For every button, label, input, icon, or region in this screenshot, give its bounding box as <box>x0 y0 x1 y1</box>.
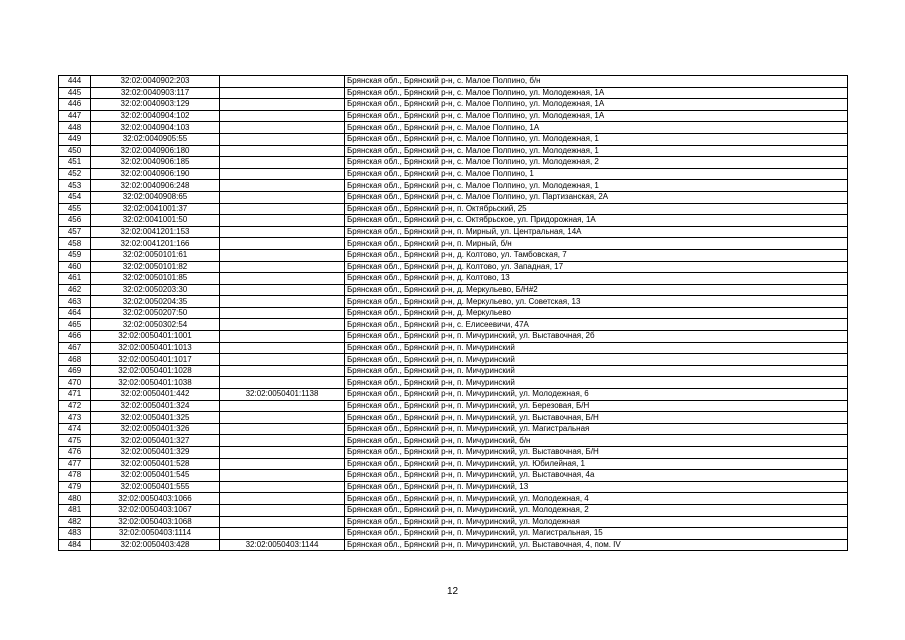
table-row <box>59 458 848 470</box>
related-cadastral-number <box>220 504 345 516</box>
related-cadastral-number <box>220 99 345 111</box>
table-row <box>59 238 848 250</box>
cadastral-number: 32:02:0050401:545 <box>91 470 220 482</box>
row-number: 456 <box>59 215 91 227</box>
row-number: 447 <box>59 110 91 122</box>
related-cadastral-number <box>220 354 345 366</box>
table-row <box>59 423 848 435</box>
row-number: 476 <box>59 447 91 459</box>
address: Брянская обл., Брянский р-н, с. Малое Полпино, ул. Молодежная, 1 <box>345 180 848 192</box>
cadastral-number: 32:02:0050403:1067 <box>91 504 220 516</box>
related-cadastral-number <box>220 296 345 308</box>
registry-table-body <box>59 76 848 551</box>
cadastral-number: 32:02:0050203:30 <box>91 284 220 296</box>
address: Брянская обл., Брянский р-н, п. Мичуринский, ул. Выставочная, 4, пом. IV <box>345 539 848 551</box>
related-cadastral-number <box>220 133 345 145</box>
related-cadastral-number <box>220 122 345 134</box>
row-number: 458 <box>59 238 91 250</box>
row-number: 480 <box>59 493 91 505</box>
table-row <box>59 133 848 145</box>
address: Брянская обл., Брянский р-н, п. Мичуринский, ул. Выставочная, 2б <box>345 331 848 343</box>
cadastral-number: 32:02:0050401:442 <box>91 389 220 401</box>
address: Брянская обл., Брянский р-н, д. Колтово, 13 <box>345 273 848 285</box>
row-number: 449 <box>59 133 91 145</box>
row-number: 467 <box>59 342 91 354</box>
related-cadastral-number <box>220 377 345 389</box>
related-cadastral-number <box>220 215 345 227</box>
address: Брянская обл., Брянский р-н, с. Елисеевичи, 47А <box>345 319 848 331</box>
cadastral-number: 32:02:0050101:85 <box>91 273 220 285</box>
row-number: 445 <box>59 87 91 99</box>
related-cadastral-number <box>220 76 345 88</box>
address: Брянская обл., Брянский р-н, п. Мичуринский, 13 <box>345 481 848 493</box>
cadastral-number: 32:02:0050403:1114 <box>91 528 220 540</box>
related-cadastral-number <box>220 203 345 215</box>
address: Брянская обл., Брянский р-н, с. Малое Полпино, ул. Молодежная, 1А <box>345 110 848 122</box>
address: Брянская обл., Брянский р-н, с. Малое Полпино, ул. Молодежная, 2 <box>345 157 848 169</box>
related-cadastral-number <box>220 470 345 482</box>
address: Брянская обл., Брянский р-н, с. Малое Полпино, 1А <box>345 122 848 134</box>
address: Брянская обл., Брянский р-н, п. Мичуринский, ул. Магистральная <box>345 423 848 435</box>
table-row <box>59 412 848 424</box>
cadastral-number: 32:02:0050302:54 <box>91 319 220 331</box>
row-number: 463 <box>59 296 91 308</box>
row-number: 444 <box>59 76 91 88</box>
cadastral-number: 32:02:0040903:129 <box>91 99 220 111</box>
table-row <box>59 528 848 540</box>
table-row <box>59 249 848 261</box>
cadastral-number: 32:02:0050401:1038 <box>91 377 220 389</box>
related-cadastral-number: 32:02:0050403:1144 <box>220 539 345 551</box>
table-row <box>59 400 848 412</box>
table-row <box>59 354 848 366</box>
cadastral-number: 32:02:0050401:325 <box>91 412 220 424</box>
address: Брянская обл., Брянский р-н, п. Мичуринский, ул. Березовая, Б/Н <box>345 400 848 412</box>
row-number: 481 <box>59 504 91 516</box>
cadastral-number: 32:02:0040906:248 <box>91 180 220 192</box>
cadastral-number: 32:02:0040904:102 <box>91 110 220 122</box>
row-number: 473 <box>59 412 91 424</box>
related-cadastral-number <box>220 400 345 412</box>
row-number: 478 <box>59 470 91 482</box>
related-cadastral-number <box>220 516 345 528</box>
cadastral-number: 32:02:0050204:35 <box>91 296 220 308</box>
row-number: 454 <box>59 191 91 203</box>
table-row <box>59 435 848 447</box>
address: Брянская обл., Брянский р-н, д. Колтово, ул. Тамбовская, 7 <box>345 249 848 261</box>
row-number: 475 <box>59 435 91 447</box>
related-cadastral-number <box>220 87 345 99</box>
related-cadastral-number <box>220 423 345 435</box>
related-cadastral-number <box>220 435 345 447</box>
table-row <box>59 87 848 99</box>
cadastral-number: 32:02:0040903:117 <box>91 87 220 99</box>
related-cadastral-number <box>220 238 345 250</box>
table-row <box>59 215 848 227</box>
related-cadastral-number <box>220 458 345 470</box>
related-cadastral-number <box>220 319 345 331</box>
address: Брянская обл., Брянский р-н, д. Меркульево <box>345 307 848 319</box>
row-number: 450 <box>59 145 91 157</box>
related-cadastral-number <box>220 528 345 540</box>
related-cadastral-number <box>220 365 345 377</box>
table-row <box>59 470 848 482</box>
related-cadastral-number <box>220 191 345 203</box>
row-number: 484 <box>59 539 91 551</box>
address: Брянская обл., Брянский р-н, с. Октябрьское, ул. Придорожная, 1А <box>345 215 848 227</box>
table-row <box>59 168 848 180</box>
related-cadastral-number <box>220 180 345 192</box>
address: Брянская обл., Брянский р-н, п. Мичуринский <box>345 354 848 366</box>
related-cadastral-number <box>220 284 345 296</box>
row-number: 459 <box>59 249 91 261</box>
table-row <box>59 296 848 308</box>
registry-table <box>58 75 848 551</box>
address: Брянская обл., Брянский р-н, п. Мичуринский, ул. Молодежная, 6 <box>345 389 848 401</box>
address: Брянская обл., Брянский р-н, п. Мичуринский, ул. Магистральная, 15 <box>345 528 848 540</box>
cadastral-number: 32:02:0050403:1068 <box>91 516 220 528</box>
table-row <box>59 122 848 134</box>
address: Брянская обл., Брянский р-н, с. Малое Полпино, б/н <box>345 76 848 88</box>
address: Брянская обл., Брянский р-н, д. Меркульево, Б/Н#2 <box>345 284 848 296</box>
address: Брянская обл., Брянский р-н, п. Мичуринский, ул. Выставочная, Б/Н <box>345 412 848 424</box>
cadastral-number: 32:02:0050401:329 <box>91 447 220 459</box>
related-cadastral-number <box>220 157 345 169</box>
cadastral-number: 32:02:0040904:103 <box>91 122 220 134</box>
cadastral-number: 32:02:0050403:428 <box>91 539 220 551</box>
table-row <box>59 365 848 377</box>
table-row <box>59 319 848 331</box>
related-cadastral-number <box>220 261 345 273</box>
address: Брянская обл., Брянский р-н, п. Мирный, ул. Центральная, 14А <box>345 226 848 238</box>
cadastral-number: 32:02:0050401:327 <box>91 435 220 447</box>
address: Брянская обл., Брянский р-н, с. Малое Полпино, ул. Молодежная, 1 <box>345 133 848 145</box>
table-row <box>59 99 848 111</box>
related-cadastral-number <box>220 342 345 354</box>
row-number: 460 <box>59 261 91 273</box>
row-number: 465 <box>59 319 91 331</box>
table-row <box>59 493 848 505</box>
address: Брянская обл., Брянский р-н, п. Мичуринский, ул. Молодежная <box>345 516 848 528</box>
cadastral-number: 32:02:0050401:1013 <box>91 342 220 354</box>
related-cadastral-number: 32:02:0050401:1138 <box>220 389 345 401</box>
cadastral-number: 32:02:0050401:1001 <box>91 331 220 343</box>
row-number: 468 <box>59 354 91 366</box>
cadastral-number: 32:02:0050403:1066 <box>91 493 220 505</box>
address: Брянская обл., Брянский р-н, п. Октябрьский, 25 <box>345 203 848 215</box>
row-number: 466 <box>59 331 91 343</box>
row-number: 472 <box>59 400 91 412</box>
table-row <box>59 447 848 459</box>
address: Брянская обл., Брянский р-н, п. Мичуринский <box>345 377 848 389</box>
row-number: 452 <box>59 168 91 180</box>
cadastral-number: 32:02:0050207:50 <box>91 307 220 319</box>
related-cadastral-number <box>220 249 345 261</box>
related-cadastral-number <box>220 226 345 238</box>
row-number: 479 <box>59 481 91 493</box>
cadastral-number: 32:02:0040902:203 <box>91 76 220 88</box>
table-row <box>59 307 848 319</box>
table-row <box>59 539 848 551</box>
row-number: 483 <box>59 528 91 540</box>
address: Брянская обл., Брянский р-н, д. Меркульево, ул. Советская, 13 <box>345 296 848 308</box>
related-cadastral-number <box>220 307 345 319</box>
table-row <box>59 481 848 493</box>
cadastral-number: 32:02:0050101:82 <box>91 261 220 273</box>
table-row <box>59 145 848 157</box>
related-cadastral-number <box>220 481 345 493</box>
cadastral-number: 32:02:0050401:555 <box>91 481 220 493</box>
address: Брянская обл., Брянский р-н, п. Мичуринский <box>345 342 848 354</box>
address: Брянская обл., Брянский р-н, п. Мичуринский, ул. Выставочная, Б/Н <box>345 447 848 459</box>
related-cadastral-number <box>220 331 345 343</box>
row-number: 457 <box>59 226 91 238</box>
row-number: 464 <box>59 307 91 319</box>
table-row <box>59 504 848 516</box>
row-number: 469 <box>59 365 91 377</box>
related-cadastral-number <box>220 145 345 157</box>
row-number: 474 <box>59 423 91 435</box>
table-row <box>59 76 848 88</box>
row-number: 471 <box>59 389 91 401</box>
cadastral-number: 32:02:0040908:65 <box>91 191 220 203</box>
table-row <box>59 516 848 528</box>
address: Брянская обл., Брянский р-н, п. Мичуринский, ул. Выставочная, 4а <box>345 470 848 482</box>
related-cadastral-number <box>220 273 345 285</box>
address: Брянская обл., Брянский р-н, п. Мирный, б/н <box>345 238 848 250</box>
table-row <box>59 261 848 273</box>
row-number: 470 <box>59 377 91 389</box>
cadastral-number: 32:02:0050401:326 <box>91 423 220 435</box>
table-row <box>59 273 848 285</box>
cadastral-number: 32:02:0050401:324 <box>91 400 220 412</box>
table-row <box>59 226 848 238</box>
cadastral-number: 32:02:0040906:185 <box>91 157 220 169</box>
row-number: 448 <box>59 122 91 134</box>
table-row <box>59 284 848 296</box>
table-row <box>59 157 848 169</box>
table-row <box>59 331 848 343</box>
address: Брянская обл., Брянский р-н, с. Малое Полпино, ул. Молодежная, 1А <box>345 99 848 111</box>
address: Брянская обл., Брянский р-н, с. Малое Полпино, 1 <box>345 168 848 180</box>
table-row <box>59 180 848 192</box>
table-row <box>59 191 848 203</box>
cadastral-number: 32:02:0040906:190 <box>91 168 220 180</box>
cadastral-number: 32:02:0041201:153 <box>91 226 220 238</box>
row-number: 461 <box>59 273 91 285</box>
related-cadastral-number <box>220 168 345 180</box>
cadastral-number: 32:02:0041001:50 <box>91 215 220 227</box>
row-number: 455 <box>59 203 91 215</box>
address: Брянская обл., Брянский р-н, п. Мичуринский, ул. Молодежная, 4 <box>345 493 848 505</box>
table-row <box>59 110 848 122</box>
table-row <box>59 203 848 215</box>
row-number: 446 <box>59 99 91 111</box>
related-cadastral-number <box>220 412 345 424</box>
address: Брянская обл., Брянский р-н, п. Мичуринский, ул. Молодежная, 2 <box>345 504 848 516</box>
page-number: 12 <box>446 586 459 597</box>
address: Брянская обл., Брянский р-н, с. Малое Полпино, ул. Молодежная, 1А <box>345 87 848 99</box>
cadastral-number: 32:02:0050101:61 <box>91 249 220 261</box>
cadastral-number: 32:02:0050401:1017 <box>91 354 220 366</box>
address: Брянская обл., Брянский р-н, п. Мичуринский <box>345 365 848 377</box>
related-cadastral-number <box>220 493 345 505</box>
address: Брянская обл., Брянский р-н, д. Колтово, ул. Западная, 17 <box>345 261 848 273</box>
cadastral-number: 32:02:0041201:166 <box>91 238 220 250</box>
table-row <box>59 389 848 401</box>
address: Брянская обл., Брянский р-н, с. Малое Полпино, ул. Молодежная, 1 <box>345 145 848 157</box>
cadastral-number: 32:02:0040906:180 <box>91 145 220 157</box>
related-cadastral-number <box>220 110 345 122</box>
table-row <box>59 342 848 354</box>
cadastral-number: 32:02:0040905:55 <box>91 133 220 145</box>
address: Брянская обл., Брянский р-н, п. Мичуринский, б/н <box>345 435 848 447</box>
row-number: 482 <box>59 516 91 528</box>
row-number: 477 <box>59 458 91 470</box>
row-number: 451 <box>59 157 91 169</box>
row-number: 462 <box>59 284 91 296</box>
address: Брянская обл., Брянский р-н, с. Малое Полпино, ул. Партизанская, 2А <box>345 191 848 203</box>
table-row <box>59 377 848 389</box>
cadastral-number: 32:02:0041001:37 <box>91 203 220 215</box>
cadastral-number: 32:02:0050401:528 <box>91 458 220 470</box>
row-number: 453 <box>59 180 91 192</box>
related-cadastral-number <box>220 447 345 459</box>
cadastral-number: 32:02:0050401:1028 <box>91 365 220 377</box>
address: Брянская обл., Брянский р-н, п. Мичуринский, ул. Юбилейная, 1 <box>345 458 848 470</box>
